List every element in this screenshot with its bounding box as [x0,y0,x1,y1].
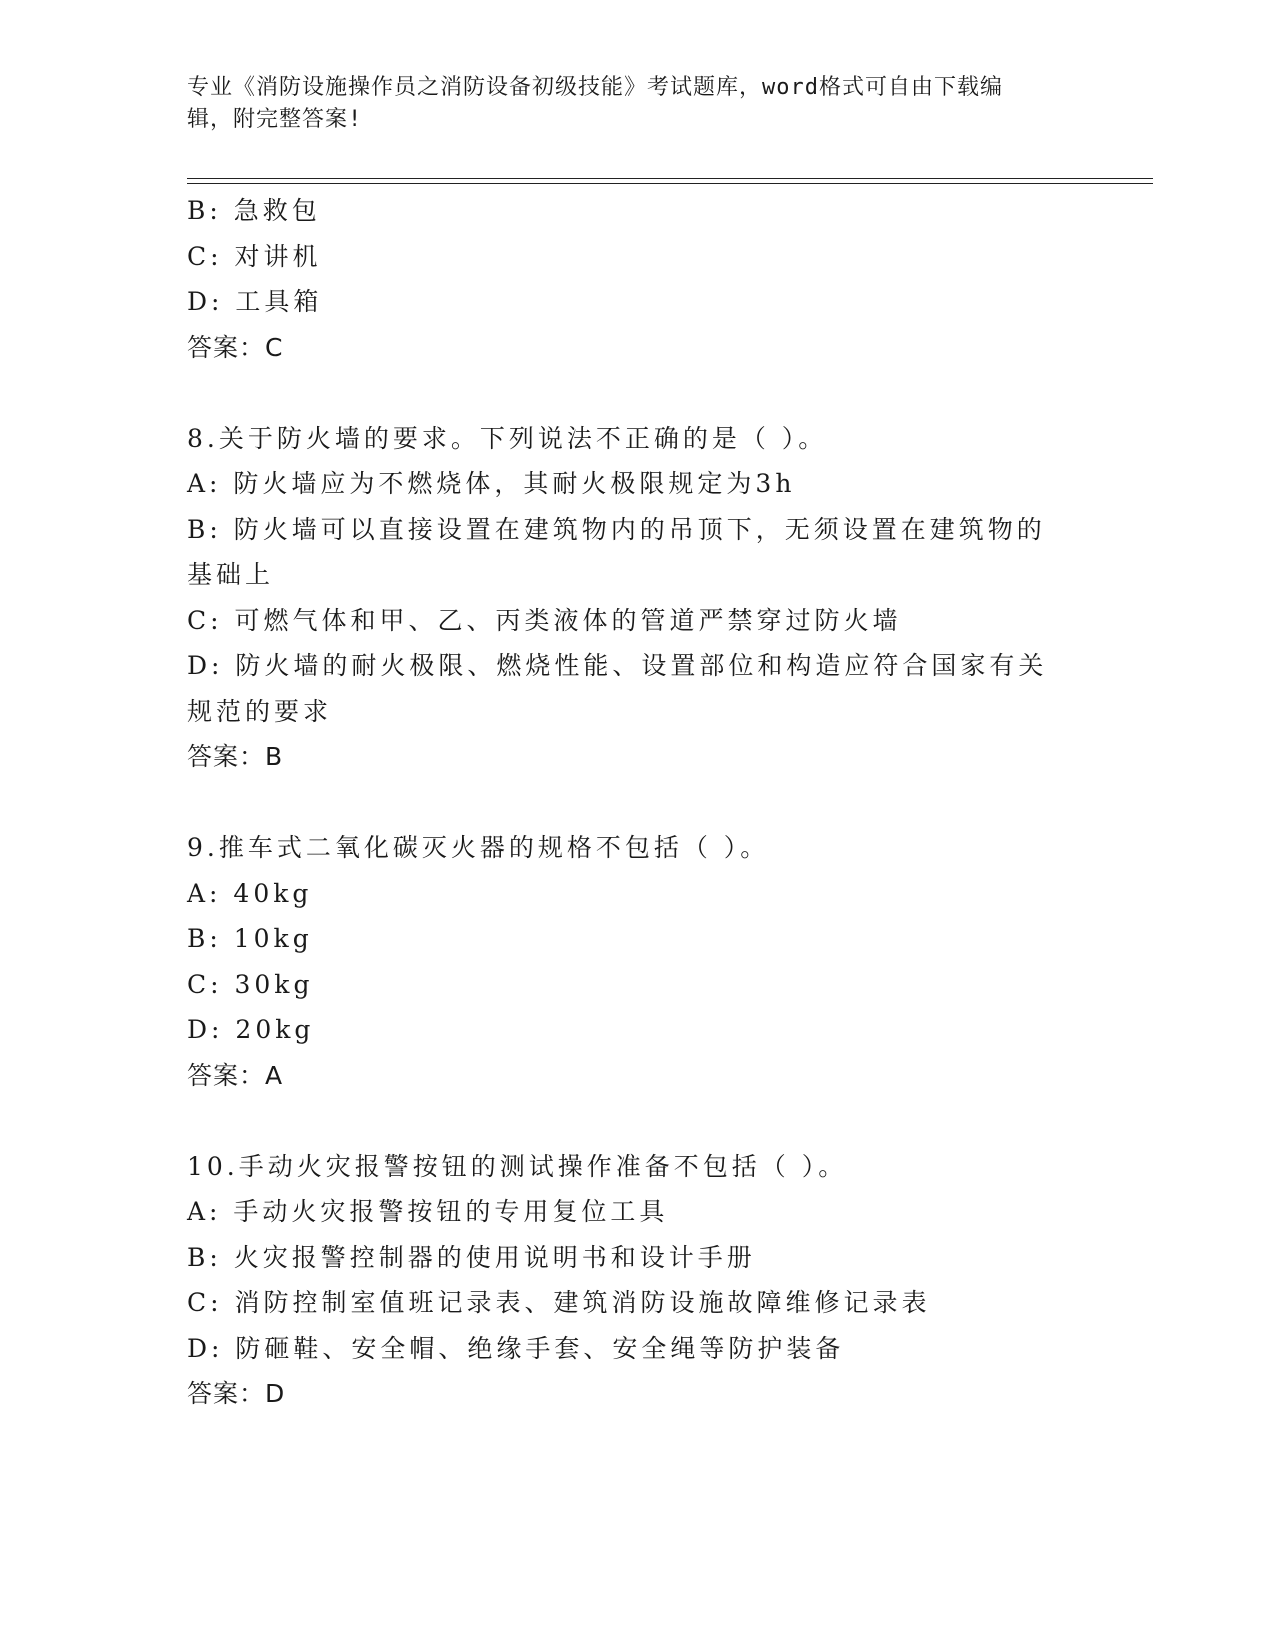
option-b: B: 急救包 [187,196,321,225]
question-text: 9.推车式二氧化碳灭火器的规格不包括（ ）。 [187,833,770,862]
question-text: 8.关于防火墙的要求。下列说法不正确的是（ ）。 [187,423,828,453]
option-d: D: 工具箱 [187,287,323,316]
option-b: B: 火灾报警控制器的使用说明书和设计手册 [187,1242,756,1272]
question-block-9 [187,825,1067,1098]
header-divider-top [187,178,1153,179]
answer-text: 答案：C [187,332,284,362]
question-block-7 [187,188,1067,370]
option-a: A: 防火墙应为不燃烧体，其耐火极限规定为3h [187,469,796,498]
option-a: A: 手动火灾报警按钮的专用复位工具 [187,1197,669,1226]
question-block-10 [187,1144,1067,1417]
answer-text: 答案：B [187,742,284,771]
option-c: C: 30kg [187,969,314,999]
question-text: 10.手动火灾报警按钮的测试操作准备不包括（ ）。 [187,1151,848,1181]
header-divider-bottom [187,183,1153,184]
option-a: A: 40kg [187,878,313,908]
answer-text: 答案：A [187,1060,284,1090]
option-c: C: 对讲机 [187,241,322,271]
option-c: C: 可燃气体和甲、乙、丙类液体的管道严禁穿过防火墙 [187,605,902,635]
question-content [187,188,1067,1417]
option-b: B: 防火墙可以直接设置在建筑物内的吊顶下，无须设置在建筑物的基础上 [187,514,1046,589]
option-d: D: 防火墙的耐火极限、燃烧性能、设置部位和构造应符合国家有关规范的要求 [187,651,1048,726]
option-c: C: 消防控制室值班记录表、建筑消防设施故障维修记录表 [187,1288,931,1317]
document-header [187,72,1067,136]
option-d: D: 20kg [187,1015,315,1044]
header-line-1: 专业《消防设施操作员之消防设备初级技能》考试题库，word格式可自由下载编 [187,75,1003,100]
option-b: B: 10kg [187,924,313,953]
option-d: D: 防砸鞋、安全帽、绝缘手套、安全绳等防护装备 [187,1333,845,1363]
answer-text: 答案：D [187,1379,286,1408]
header-line-2: 辑，附完整答案! [187,107,363,132]
question-block-8 [187,416,1067,780]
